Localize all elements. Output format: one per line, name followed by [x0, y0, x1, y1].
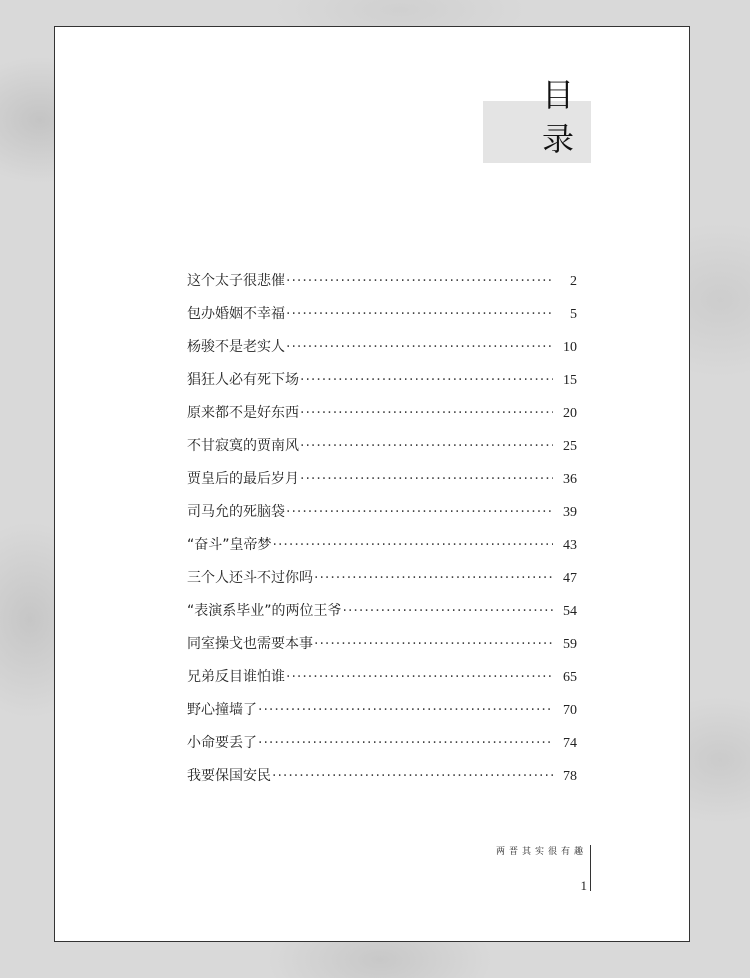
running-footer-book-title: 两晋其实很有趣: [495, 847, 587, 857]
toc-leader-dots: [300, 372, 553, 388]
toc-entry[interactable]: [187, 567, 577, 600]
toc-entry-page: 5: [570, 307, 577, 322]
toc-leader-dots: [286, 504, 553, 520]
toc-leader-dots: [286, 669, 553, 685]
toc-leader-dots: [286, 306, 553, 322]
toc-leader-dots: [286, 273, 553, 289]
toc-entry-title: 同室操戈也需要本事: [187, 636, 313, 652]
toc-entry-title: 贾皇后的最后岁月: [187, 471, 299, 487]
toc-entry-page: 70: [563, 703, 577, 718]
toc-entry-title: 原来都不是好东西: [187, 405, 299, 421]
toc-leader-dots: [300, 438, 553, 454]
toc-entry-title: 这个太子很悲催: [187, 273, 285, 289]
toc-leader-dots: [258, 702, 553, 718]
toc-entry-page: 25: [563, 439, 577, 454]
toc-entry[interactable]: [187, 435, 577, 468]
toc-entry[interactable]: [187, 270, 577, 303]
toc-leader-dots: [314, 570, 553, 586]
toc-entry[interactable]: [187, 765, 577, 798]
toc-entry-page: 54: [563, 604, 577, 619]
toc-entry-title: 包办婚姻不幸福: [187, 306, 285, 322]
toc-entry-title: 三个人还斗不过你吗: [187, 570, 313, 586]
toc-entry-page: 36: [563, 472, 577, 487]
toc-entry-page: 78: [563, 769, 577, 784]
page-title-char-2: 录: [541, 120, 574, 158]
toc-entry-title: 野心撞墙了: [187, 702, 257, 718]
toc-entry-page: 65: [563, 670, 577, 685]
toc-leader-dots: [273, 537, 553, 553]
toc-entry-title: 杨骏不是老实人: [187, 339, 285, 355]
toc-entry[interactable]: [187, 303, 577, 336]
toc-entry[interactable]: [187, 468, 577, 501]
toc-entry[interactable]: [187, 666, 577, 699]
toc-entry[interactable]: [187, 633, 577, 666]
toc-entry[interactable]: [187, 402, 577, 435]
toc-entry[interactable]: [187, 369, 577, 402]
toc-entry-page: 43: [563, 538, 577, 553]
toc-entry-title: “表演系毕业”的两位王爷: [187, 603, 342, 619]
toc-entry-title: 猖狂人必有死下场: [187, 372, 299, 388]
toc-entry-page: 10: [563, 340, 577, 355]
toc-entry-title: 不甘寂寞的贾南风: [187, 438, 299, 454]
toc-leader-dots: [258, 735, 553, 751]
toc-entry[interactable]: [187, 699, 577, 732]
toc-entry-page: 47: [563, 571, 577, 586]
toc-leader-dots: [272, 768, 553, 784]
book-page: [54, 26, 690, 942]
toc-entry[interactable]: [187, 732, 577, 765]
toc-entry-page: 39: [563, 505, 577, 520]
toc-entry-title: “奋斗”皇帝梦: [187, 537, 272, 553]
table-of-contents: [187, 270, 577, 798]
toc-leader-dots: [300, 471, 553, 487]
toc-entry-page: 59: [563, 637, 577, 652]
footer-divider: [590, 845, 591, 891]
toc-entry[interactable]: [187, 336, 577, 369]
toc-entry-title: 我要保国安民: [187, 768, 271, 784]
page-number: 1: [580, 878, 587, 893]
toc-entry[interactable]: [187, 501, 577, 534]
toc-entry-page: 74: [563, 736, 577, 751]
toc-entry[interactable]: [187, 534, 577, 567]
toc-entry-page: 15: [563, 373, 577, 388]
toc-entry-title: 小命要丢了: [187, 735, 257, 751]
toc-leader-dots: [343, 603, 553, 619]
toc-entry-page: 2: [570, 274, 577, 289]
toc-leader-dots: [300, 405, 553, 421]
page-title-char-1: 目: [541, 76, 574, 114]
toc-leader-dots: [286, 339, 553, 355]
toc-entry-title: 兄弟反目谁怕谁: [187, 669, 285, 685]
toc-leader-dots: [314, 636, 553, 652]
toc-entry-title: 司马允的死脑袋: [187, 504, 285, 520]
toc-entry[interactable]: [187, 600, 577, 633]
toc-entry-page: 20: [563, 406, 577, 421]
